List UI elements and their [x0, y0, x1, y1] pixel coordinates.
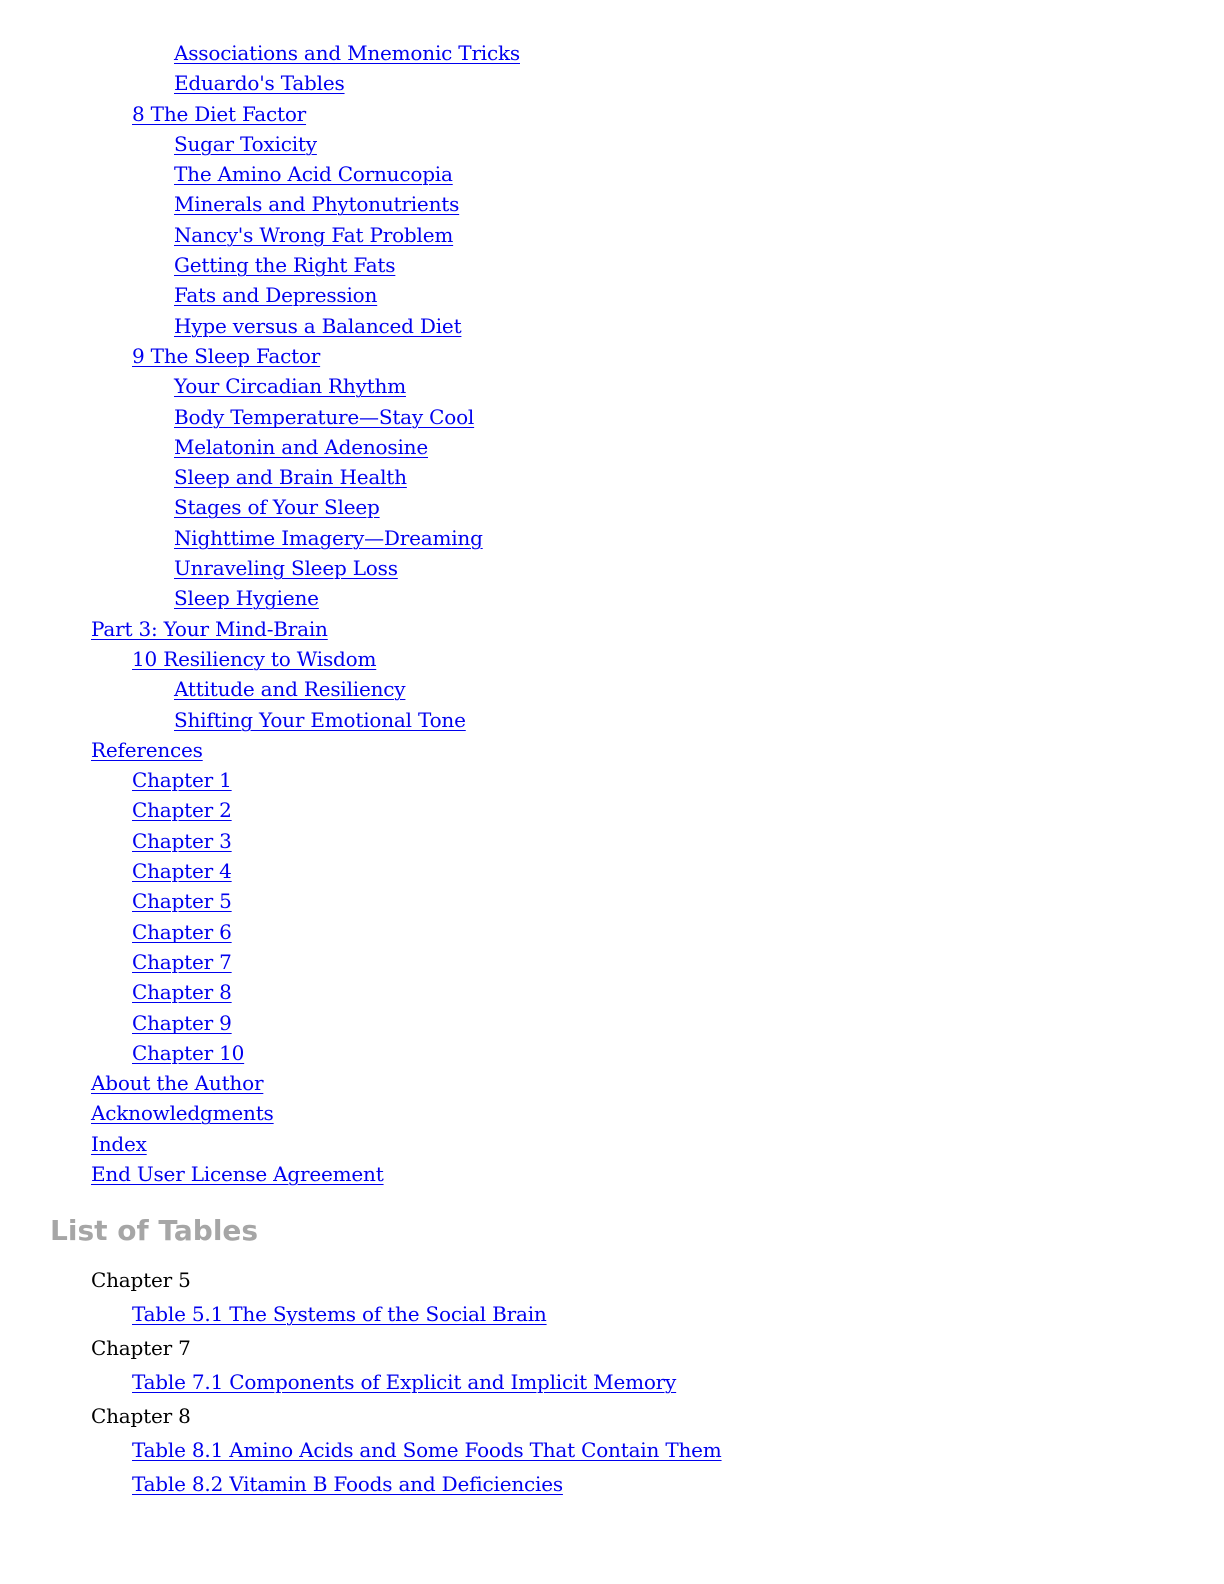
toc-link[interactable]: Part 3: Your Mind-Brain: [91, 616, 328, 641]
lot-table-link[interactable]: Table 8.2 Vitamin B Foods and Deficiencies: [132, 1472, 563, 1496]
toc-link[interactable]: Chapter 7: [132, 949, 232, 974]
toc-entry: [0, 1159, 1224, 1189]
toc-entry: [0, 583, 1224, 613]
toc-link[interactable]: Melatonin and Adenosine: [174, 434, 428, 459]
toc-entry: [0, 159, 1224, 189]
toc-entry: [0, 1008, 1224, 1038]
toc-link[interactable]: Index: [91, 1131, 147, 1156]
lot-table-link[interactable]: Table 7.1 Components of Explicit and Implicit Memory: [132, 1370, 677, 1394]
toc-link[interactable]: End User License Agreement: [91, 1161, 384, 1186]
toc-entry: [0, 1068, 1224, 1098]
toc-entry: [0, 250, 1224, 280]
toc-link[interactable]: 9 The Sleep Factor: [132, 343, 321, 368]
lot-table-link[interactable]: Table 5.1 The Systems of the Social Brain: [132, 1302, 547, 1326]
toc-link[interactable]: Fats and Depression: [174, 283, 378, 308]
toc-entry: [0, 1129, 1224, 1159]
list-of-tables: [0, 1263, 1224, 1501]
toc-entry: [0, 38, 1224, 68]
toc-entry: [0, 99, 1224, 129]
list-of-tables-heading: List of Tables: [50, 1214, 259, 1247]
toc-entry: [0, 189, 1224, 219]
toc-entry: [0, 795, 1224, 825]
toc-link[interactable]: Chapter 9: [132, 1010, 232, 1035]
toc-entry: [0, 129, 1224, 159]
toc-entry: [0, 341, 1224, 371]
toc-entry: [0, 977, 1224, 1007]
toc-link[interactable]: Your Circadian Rhythm: [174, 374, 406, 399]
lot-entry: [0, 1297, 1224, 1331]
toc-entry: [0, 765, 1224, 795]
toc-link[interactable]: Body Temperature—Stay Cool: [174, 404, 475, 429]
toc-entry: [0, 947, 1224, 977]
toc-entry: [0, 553, 1224, 583]
toc-link[interactable]: Attitude and Resiliency: [174, 677, 406, 702]
toc-entry: [0, 462, 1224, 492]
toc-link[interactable]: Chapter 2: [132, 798, 232, 823]
lot-table-link[interactable]: Table 8.1 Amino Acids and Some Foods That Contain Them: [132, 1438, 722, 1462]
toc-link[interactable]: Hype versus a Balanced Diet: [174, 313, 462, 338]
lot-chapter-label: Chapter 5: [91, 1268, 191, 1292]
toc-link[interactable]: References: [91, 737, 203, 762]
lot-chapter-label: Chapter 8: [91, 1404, 191, 1428]
toc-link[interactable]: Eduardo's Tables: [174, 71, 345, 96]
toc-entry: [0, 432, 1224, 462]
toc-entry: [0, 674, 1224, 704]
toc-link[interactable]: Getting the Right Fats: [174, 253, 396, 278]
toc-link[interactable]: Chapter 1: [132, 768, 232, 793]
table-of-contents: [0, 38, 1224, 1189]
toc-entry: [0, 826, 1224, 856]
toc-link[interactable]: Chapter 8: [132, 980, 232, 1005]
toc-entry: [0, 644, 1224, 674]
toc-link[interactable]: Chapter 6: [132, 919, 232, 944]
lot-entry: [0, 1467, 1224, 1501]
toc-entry: [0, 1098, 1224, 1128]
toc-entry: [0, 1038, 1224, 1068]
toc-entry: [0, 371, 1224, 401]
toc-link[interactable]: About the Author: [91, 1071, 264, 1096]
toc-link[interactable]: Chapter 10: [132, 1040, 245, 1065]
toc-entry: [0, 280, 1224, 310]
lot-chapter-label: Chapter 7: [91, 1336, 191, 1360]
lot-entry: [0, 1365, 1224, 1399]
toc-link[interactable]: Sugar Toxicity: [174, 131, 317, 156]
toc-entry: [0, 402, 1224, 432]
toc-entry: [0, 523, 1224, 553]
toc-entry: [0, 856, 1224, 886]
toc-link[interactable]: Chapter 5: [132, 889, 232, 914]
toc-entry: [0, 705, 1224, 735]
toc-entry: [0, 492, 1224, 522]
lot-entry: [0, 1433, 1224, 1467]
toc-entry: [0, 311, 1224, 341]
toc-link[interactable]: The Amino Acid Cornucopia: [174, 162, 453, 187]
toc-link[interactable]: Associations and Mnemonic Tricks: [174, 41, 520, 65]
toc-entry: [0, 886, 1224, 916]
toc-link[interactable]: Chapter 3: [132, 828, 232, 853]
toc-link[interactable]: Chapter 4: [132, 859, 232, 884]
toc-link[interactable]: Sleep and Brain Health: [174, 465, 407, 490]
toc-entry: [0, 68, 1224, 98]
toc-entry: [0, 735, 1224, 765]
toc-link[interactable]: Unraveling Sleep Loss: [174, 556, 398, 581]
toc-link[interactable]: Acknowledgments: [91, 1101, 274, 1126]
toc-link[interactable]: 10 Resiliency to Wisdom: [132, 646, 377, 671]
toc-link[interactable]: Shifting Your Emotional Tone: [174, 707, 466, 732]
toc-link[interactable]: Stages of Your Sleep: [174, 495, 380, 520]
toc-link[interactable]: Nighttime Imagery—Dreaming: [174, 525, 483, 550]
toc-entry: [0, 220, 1224, 250]
toc-entry: [0, 614, 1224, 644]
toc-link[interactable]: Nancy's Wrong Fat Problem: [174, 222, 454, 247]
toc-entry: [0, 917, 1224, 947]
toc-link[interactable]: Sleep Hygiene: [174, 586, 319, 611]
toc-link[interactable]: 8 The Diet Factor: [132, 101, 307, 126]
toc-link[interactable]: Minerals and Phytonutrients: [174, 192, 460, 217]
